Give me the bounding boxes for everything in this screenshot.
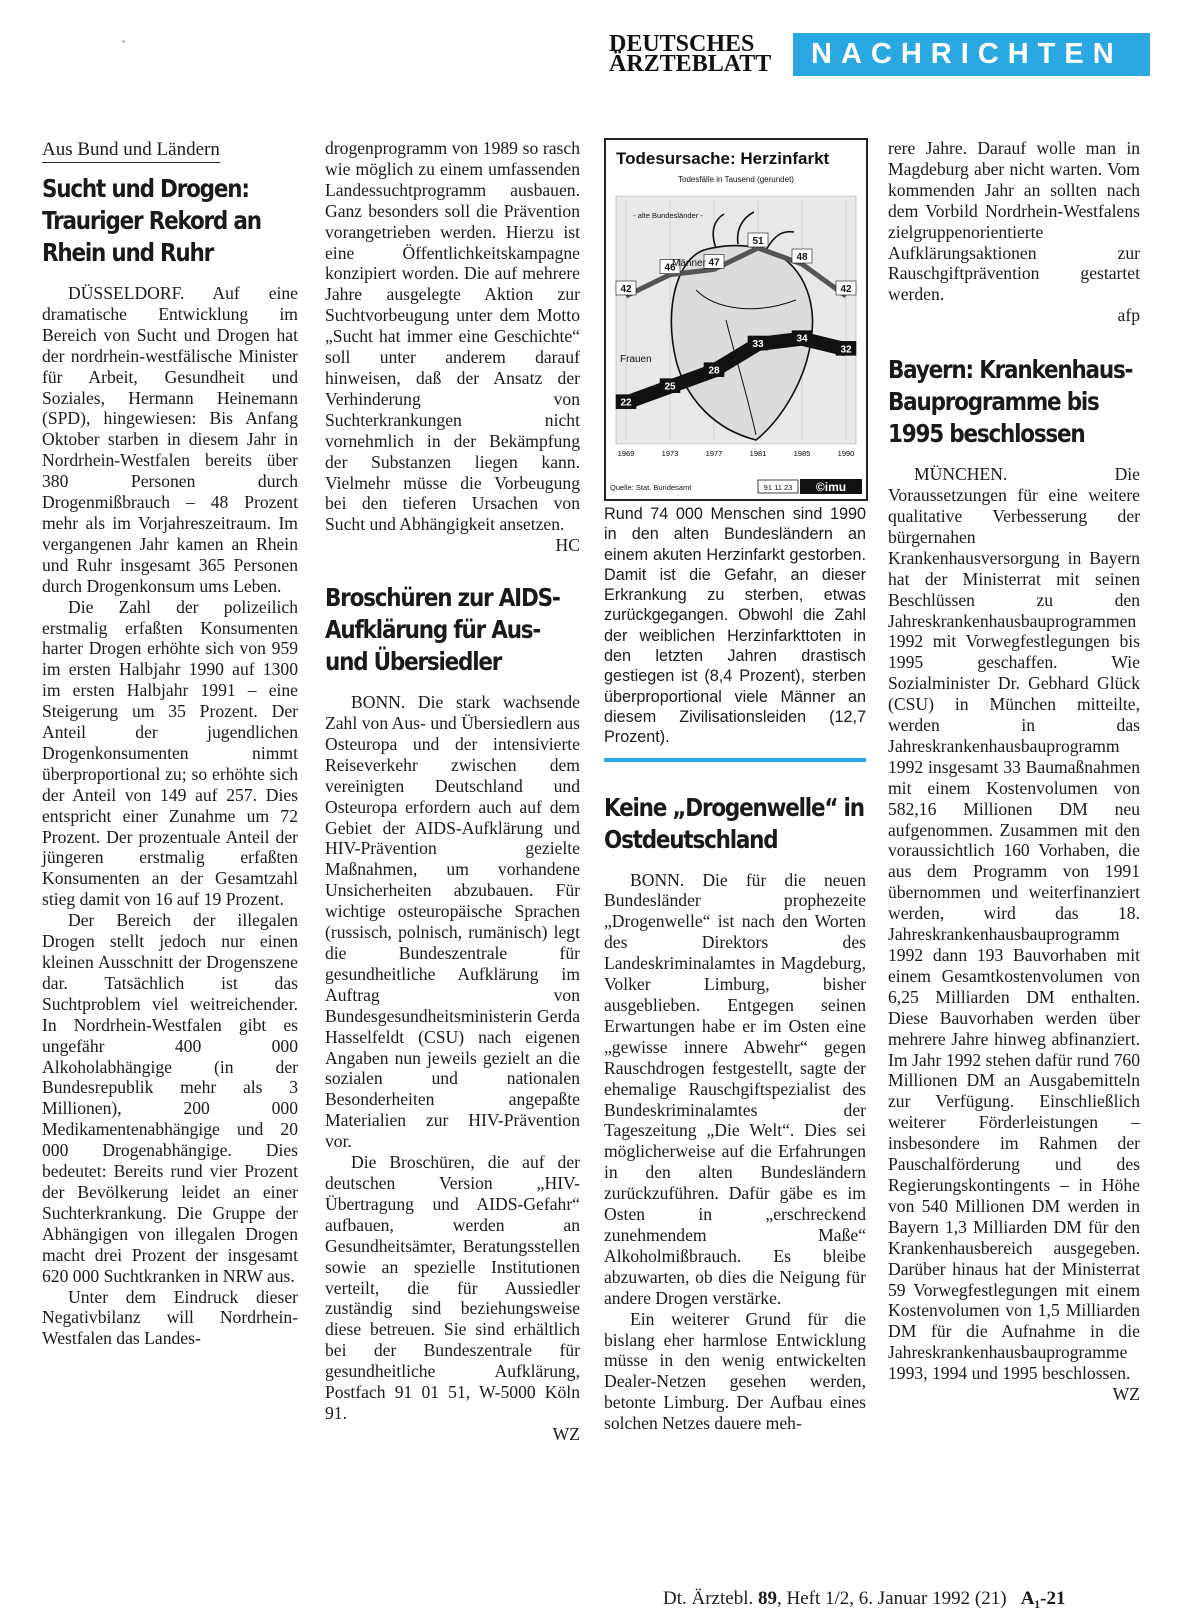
footer-journal: Dt. Ärztebl.	[663, 1588, 754, 1609]
paragraph: BONN. Die für die neuen Bundesländer prophezeite „Drogenwelle“ ist nach den Worten des Direktors des Landeskriminalamtes in Magdeburg, Volker Limburg, bisher ausgeblieben. Entgegen seinen Erwartungen habe er im Osten eine „gewisse innere Abwehr“ gegen Rauschdrogen festgestellt, sagte der ehemalige Rauschgiftspezialist des Bundeskriminalamtes der Tageszeitung „Die Welt“. Dies sei möglicherweise auf die Erfahrungen in den alten Bundesländern zurückzuführen. Dafür gäbe es im Osten in „erschreckend zunehmendem Maße“ Alkoholmißbrauch. Es bleibe abzuwarten, ob dies die Neigung für andere Drogen verstärke.	[604, 869, 866, 1308]
chart-subtitle: Todesfälle in Tausend (gerundet)	[678, 175, 794, 184]
x-tick-label: 1990	[837, 449, 855, 458]
data-label: 28	[708, 365, 720, 377]
chart-title: Todesursache: Herzinfarkt	[616, 149, 830, 168]
headline-drogenwelle: Keine „Drogenwelle“ in Ostdeutschland	[604, 792, 864, 854]
data-label: 22	[620, 397, 632, 409]
paragraph-continued: rere Jahre. Darauf wolle man in Magdeburg aber nicht warten. Vom kommenden Jahr an sollten nach dem Vorbild Nordrhein-Westfalens zielgruppenorientierte Aufklärungsaktionen zur Rauschgiftprävention gestartet werden.	[888, 138, 1140, 305]
divider-rule	[604, 758, 866, 762]
data-label: 33	[752, 339, 764, 350]
paragraph: Unter dem Eindruck dieser Negativbilanz will Nordrhein-Westfalen das Landes-	[42, 1286, 298, 1349]
footer-issue: , Heft 1/2, 6. Januar 1992 (21)	[776, 1588, 1007, 1609]
heart-attack-chart	[604, 138, 868, 501]
section-label: Aus Bund und Ländern	[42, 138, 220, 163]
paragraph: DÜSSELDORF. Auf eine dramatische Entwicklung im Bereich von Sucht und Drogen hat der nordrhein-westfälische Minister für Arbeit, Gesundheit und Soziales, Hermann Heinemann (SPD), hingewiesen: Bis Anfang Oktober starben in diesem Jahr in Nordrhein-Westfalen bereits über 380 Personen durch Drogenmißbrauch – 48 Prozent mehr als im Vorjahreszeitraum. Im vergangenen Jahr kamen an Rhein und Ruhr insgesamt 365 Personen durch Drogenkonsum ums Leben.	[42, 283, 298, 596]
paragraph-continued: drogenprogramm von 1989 so rasch wie möglich zu einem umfassenden Landessuchtprogramm ausbauen. Ganz besonders soll die Prävention vorangetrieben werden. Hierzu ist eine Öffentlichkeitskampagne konzipiert worden. Die auf mehrere Jahre ausgelegte Aktion zur Suchtvorbeugung unter dem Motto „Sucht hat immer eine Geschichte“ soll unter anderem darauf hinweisen, daß der Ansatz der Verhinderung von Suchterkrankungen nicht vornehmlich in der Bekämpfung der Substanzen liegen kann. Vielmehr müsse die Vorbeugung bei den tieferen Ursachen von Sucht und Abhängigkeit ansetzen.	[325, 138, 580, 535]
x-tick-label: 1973	[661, 449, 679, 458]
data-label: 34	[796, 333, 808, 345]
data-label: 51	[752, 236, 764, 247]
author-sign: WZ	[1112, 1384, 1140, 1405]
women-label: Frauen	[620, 354, 652, 365]
headline-broschueren: Broschüren zur AIDS-Aufklärung für Aus- und Übersiedler	[325, 583, 560, 677]
data-label: 46	[664, 262, 676, 274]
chart-svg	[606, 140, 866, 499]
author-sign: WZ	[552, 1423, 580, 1444]
column-2	[325, 138, 580, 1445]
x-tick-label: 1969	[617, 449, 635, 458]
headline-bayern: Bayern: Krankenhaus-Bauprogramme bis 1995 beschlossen	[888, 355, 1133, 449]
column-1	[42, 138, 298, 1349]
column-3	[604, 138, 866, 1434]
chart-source: Quelle: Stat. Bundesamt	[610, 483, 692, 492]
paragraph: Der Bereich der illegalen Drogen stellt jedoch nur einen kleinen Ausschnitt der Drogenszene dar. Tatsächlich ist das Suchtproblem viel weitreichender. In Nordrhein-Westfalen gibt es ungefähr 400 000 Alkoholabhängige (in der Bundesrepublik mehr als 3 Millionen), 200 000 Medikamentenabhängige und 20 000 Drogenabhängige. Dies bedeutet: Bereits rund vier Prozent der Bevölkerung leidet an einer Suchterkrankung. Die Gruppe der Abhängigen von illegalen Drogen macht drei Prozent der insgesamt 620 000 Suchtkranken in NRW aus.	[42, 910, 298, 1286]
headline-sucht: Sucht und Drogen: Trauriger Rekord an Rhein und Ruhr	[42, 174, 261, 267]
paragraph: Die Zahl der polizeilich erstmalig erfaßten Konsumenten harter Drogen erhöhte sich von 959 im ersten Halbjahr 1990 auf 1300 im ersten Halbjahr 1991 – eine Steigerung um 35 Prozent. Der Anteil der jugendlichen Drogenkonsumenten nimmt überproportional zu; so erhöhte sich der Anteil von 149 auf 257. Dies entspricht einer Zunahme um 72 Prozent. Der prozentuale Anteil der jüngeren erstmalig erfaßten Konsumenten an der Gesamtzahl stieg damit von 16 auf 19 Prozent.	[42, 596, 298, 910]
chart-logo: ©imu	[815, 480, 847, 494]
data-label: 42	[840, 284, 852, 295]
author-sign: afp	[1117, 305, 1140, 326]
data-label: 25	[664, 381, 676, 393]
data-label: 42	[620, 284, 632, 295]
x-tick-label: 1985	[793, 449, 811, 458]
chart-caption: Rund 74 000 Menschen sind 1990 in den alten Bundesländern an einem akuten Herzinfarkt gestorben. Damit ist die Gefahr, an dieser Erkrankung zu sterben, etwas zurückgegangen. Obwohl die Zahl der weiblichen Herzinfarkttoten in den letzten Jahren drastisch gestiegen ist (8,4 Prozent), sterben überproportional viele Männer an diesem Zivilisationsleiden (12,7 Prozent).	[604, 505, 866, 747]
masthead-logo	[609, 31, 799, 77]
data-label: 47	[708, 257, 720, 269]
chart-code: 91 11 23	[763, 483, 793, 492]
scan-speck	[122, 40, 125, 43]
x-tick-label: 1981	[749, 449, 767, 458]
masthead-line1: DEUTSCHES	[609, 31, 755, 57]
paragraph: BONN. Die stark wachsende Zahl von Aus- und Übersiedlern aus Osteuropa und der intensivierte Reiseverkehr zwischen dem vereinigten Deutschland und Osteuropa erfordern auch auf dem Gebiet der AIDS-Aufklärung und HIV-Prävention gezielte Maßnahmen, um vorhandene Unsicherheiten abzubauen. Für wichtige osteuropäische Sprachen (russisch, polnisch, rumänisch) legt die Bundeszentrale für gesundheitliche Aufklärung im Auftrag von Bundesgesundheitsministerin Gerda Hasselfeldt (CSU) nach eigenen Angaben nun jeweils gezielt an die sozialen und nationalen Besonderheiten angepaßte Materialien zur HIV-Prävention vor.	[325, 692, 580, 1152]
x-tick-label: 1977	[705, 449, 723, 458]
men-label: Männer	[672, 258, 706, 269]
data-label: 48	[796, 252, 808, 263]
column-4	[888, 138, 1140, 1405]
paragraph: Ein weiterer Grund für die bislang eher harmlose Entwicklung müsse in den wenig entwickelten Dealer-Netzen gesehen werden, betonte Limburg. Der Aufbau eines solchen Netzes dauere meh-	[604, 1308, 866, 1434]
paragraph: MÜNCHEN. Die Voraussetzungen für eine weitere qualitative Verbesserung der bürgernahen Krankenhausversorgung in Bayern hat der Ministerrat mit seinen Beschlüssen zu den Jahreskrankenhausbauprogrammen 1992 mit Vorwegfestlegungen bis 1995 geschaffen. Wie Sozialminister Dr. Gebhard Glück (CSU) in München mitteilte, werden in das Jahreskrankenhausbauprogramm 1992 insgesamt 33 Baumaßnahmen mit einem Kostenvolumen von 582,16 Millionen DM neu aufgenommen. Zusammen mit den voraussichtlich 160 Vorhaben, die aus dem Programm von 1991 übernommen und weiterfinanziert werden, wird das 18. Jahreskrankenhausbauprogramm 1992 dann 193 Bauvorhaben mit einem Gesamtkostenvolumen von 6,25 Milliarden DM enthalten. Diese Bauvorhaben werden über mehrere Jahre hinweg abfinanziert. Im Jahr 1992 stehen dafür rund 760 Millionen DM an Ausgabemitteln zur Verfügung. Einschließlich weiterer Förderleistungen – insbesondere im Rahmen der Pauschalförderung und des Regierungskontingents – in Höhe von 540 Millionen DM werden in Bayern 1,3 Milliarden DM für den Krankenhausbereich ausgegeben. Darüber hinaus hat der Ministerrat 59 Vorwegfestlegungen mit einem Kostenvolumen von 1,5 Milliarden DM für die Aufnahme in die Jahreskrankenhausbauprogramme 1993, 1994 und 1995 beschlossen.	[888, 464, 1140, 1384]
paragraph: Die Broschüren, die auf der deutschen Version „HIV-Übertragung und AIDS-Gefahr“ aufbauen, werden an Gesundheitsämter, Beratungsstellen sowie an spezielle Institutionen verteilt, die für Aussiedler zuständig sind beziehungsweise diese betreuen. Sie sind erhältlich bei der Bundeszentrale für gesundheitliche Aufklärung, Postfach 91 01 51, W-5000 Köln 91.	[325, 1152, 580, 1423]
footer-volume: 89	[757, 1588, 777, 1609]
x-axis	[618, 449, 855, 458]
author-sign: HC	[555, 535, 580, 556]
region-label: - alte Bundesländer -	[633, 211, 703, 220]
footer-page: A₁-21	[1020, 1588, 1066, 1609]
page-footer	[663, 1588, 1066, 1610]
section-banner: NACHRICHTEN	[793, 33, 1150, 76]
masthead-line2: ÄRZTEBLATT	[609, 51, 772, 77]
data-label: 32	[840, 344, 852, 356]
